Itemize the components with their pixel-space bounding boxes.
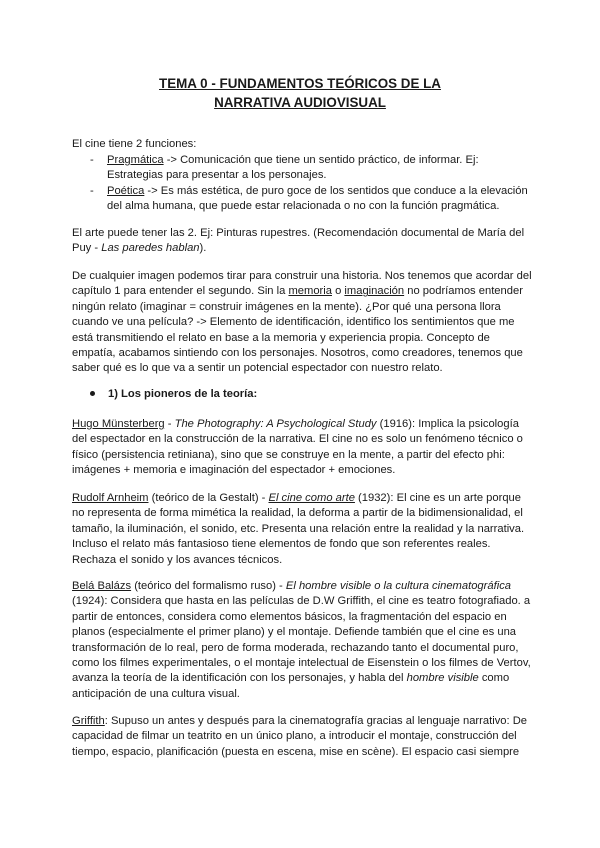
work-term: hombre visible [406,672,479,685]
term-poetica: Poética [107,184,145,197]
title-line-1: TEMA 0 - FUNDAMENTOS TEÓRICOS DE LA [159,76,441,91]
imaginacion-term: imaginación [344,285,405,298]
art-text: El arte puede tener las 2. Ej: Pinturas rupestres. (Recomendación documental de María del Puy - [72,227,525,255]
section-heading [90,387,257,402]
author-description-end: como anticipación de una cultura visual. [72,672,510,700]
author-description: (1916): Implica la psicología del espectador en la construcción de la narrativa. El cine no es solo un fenómeno técnico o físico (persistencia retiniana), sino que se construye en la mente, a partir del efecto phi: imágenes + memoria e imaginación del espectador + emociones. [72,418,523,477]
memoria-term: memoria [288,285,332,298]
work-title: El cine como arte [268,492,355,504]
term-pragmatica: Pragmática [107,154,164,166]
story-text-1: De cualquier imagen podemos tirar para construir una historia. Nos tenemos que acordar del capítulo 1 para entender el segundo. Sin la [72,270,532,298]
author-description: : Supuso un antes y después para la cinematografía gracias al lenguaje narrativo: De capacidad de filmar un teatrito en un único plano, a introducir el montaje, construcción del tiempo, espacio, planificación (puesta en escena, mise en scène). El espacio casi siempre [72,715,528,758]
author-description: (1932): El cine es un arte porque no representa de forma mimética la realidad, la deforma a partir de la bidimensionalidad, el tamaño, la iluminación, el sonido, etc. Presenta una relación entre la realidad y la narrativa. Incluso el relato más fantasioso tiene elementos de fondo que son referentes reales. Rechaza el sonido y los avances técnicos. [72,492,525,566]
story-conj: o [331,285,345,298]
author-name: Griffith [72,715,105,727]
list-item [72,153,534,184]
author-name: Rudolf Arnheim [72,492,149,504]
author-name: Belá Balázs [72,580,132,592]
art-paragraph [72,226,534,257]
film-title: Las paredes hablan [101,242,200,255]
work-title: The Photography: A Psychological Study [174,418,377,430]
munsterberg-paragraph [72,417,534,479]
arnheim-paragraph [72,491,534,568]
term-description: -> Es más estética, de puro goce de los sentidos que conduce a la elevación del alma humana, que puede estar relacionada o no con la función pragmática. [107,184,528,213]
dash-bullet: - [90,154,94,166]
story-text-2: no podríamos entender ningún relato (imaginar = construir imágenes en la mente). ¿Por qué una persona llora cuando ve una película? -> Elemento de identificación, identifico los sentimientos que me está transmitiendo el relato en base a la memoria y experiencia propia. Concepto de empatía, acabamos sintiendo con los personajes. Nosotros, como creadores, tenemos que saber qué es lo que va a sentir un potencial espectador con nuestro relato. [72,285,523,375]
page-title [60,74,540,112]
author-description: (1924): Considera que hasta en las películas de D.W Griffith, el cine es teatro fotografiado. a partir de entonces, considera como elementos básicos, la fragmentación del espacio en planos (especialmente el primer plano) y el montaje. Defiende también que el cine es una transformación de lo real, pero de forma moderada, rechazando tanto el documental puro, como los filmes experimentales, o el montaje intelectual de Eisenstein o los filmes de Vertov, avanza la teoría de la identificación con los personajes, y habla del [72,595,531,685]
author-role: (teórico del formalismo ruso) - [131,580,286,592]
balazs-paragraph [72,579,534,702]
griffith-paragraph [72,714,534,760]
work-title: El hombre visible o la cultura cinematográfica [285,580,512,592]
dash-bullet: - [90,184,94,197]
bullet-dot [90,391,95,396]
section-heading-text: 1) Los pioneros de la teoría: [108,388,258,400]
art-end: ). [199,242,207,255]
author-role: (teórico de la Gestalt) - [148,492,269,504]
intro-paragraph: El cine tiene 2 funciones: [72,138,197,150]
author-name: Hugo Münsterberg [72,418,165,430]
term-description: -> Comunicación que tiene un sentido práctico, de informar. Ej: Estrategias para presentar a los personajes. [107,154,479,182]
list-item [72,184,534,215]
separator: - [164,418,175,430]
functions-list [72,153,534,215]
story-paragraph [72,269,534,377]
title-line-2: NARRATIVA AUDIOVISUAL [214,95,386,110]
